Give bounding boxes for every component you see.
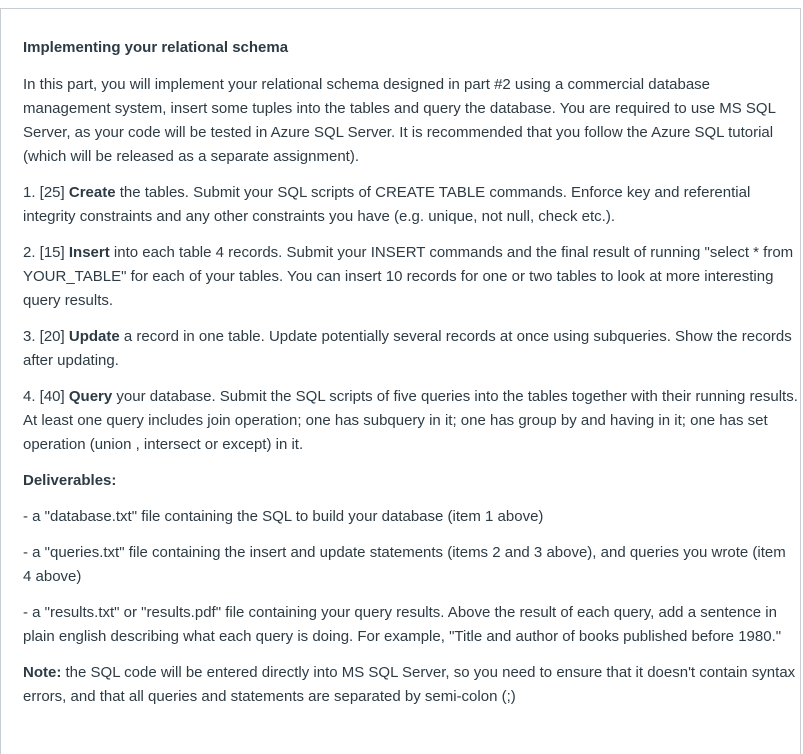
task-keyword: Create	[68, 184, 116, 201]
deliverable-results: - a "results.txt" or "results.pdf" file containing your query results. Above the result of each query, add a sentence in plain english describing what each query is doing. For example, "Title and author of books published before 1980."	[23, 604, 782, 645]
deliverable-database: - a "database.txt" file containing the SQL to build your database (item 1 above)	[23, 508, 544, 525]
task-item-update	[23, 325, 798, 373]
task-keyword: Insert	[68, 244, 110, 261]
task-prefix: 3. [20]	[23, 328, 69, 345]
note-label: Note:	[23, 664, 62, 681]
deliverable-queries: - a "queries.txt" file containing the insert and update statements (items 2 and 3 above), and queries you wrote (item 4 above)	[23, 544, 786, 585]
note-text: the SQL code will be entered directly into MS SQL Server, so you need to ensure that it doesn't contain syntax errors, and that all queries and statements are separated by semi-colon (;)	[23, 664, 796, 705]
task-text: the tables. Submit your SQL scripts of CREATE TABLE commands. Enforce key and referential integrity constraints and any other constraints you have (e.g. unique, not null, check etc.).	[23, 184, 751, 225]
assignment-panel	[0, 8, 801, 754]
task-item-insert	[23, 241, 798, 313]
deliverables-heading: Deliverables:	[23, 472, 117, 489]
note-paragraph	[23, 661, 798, 709]
task-prefix: 2. [15]	[23, 244, 69, 261]
task-item-query	[23, 385, 798, 457]
assignment-content	[23, 36, 798, 709]
task-text: your database. Submit the SQL scripts of five queries into the tables together with their running results. At least one query includes join operation; one has subquery in it; one has group by and having in it; one has set operation (union , intersect or except) in it.	[23, 388, 798, 453]
task-text: into each table 4 records. Submit your INSERT commands and the final result of running "select * from YOUR_TABLE" for each of your tables. You can insert 10 records for one or two tables to look at more interesting query results.	[23, 244, 794, 309]
intro-paragraph: In this part, you will implement your relational schema designed in part #2 using a commercial database management system, insert some tuples into the tables and query the database. You are required to use MS SQL Server, as your code will be tested in Azure SQL Server. It is recommended that you follow the Azure SQL tutorial (which will be released as a separate assignment).	[23, 76, 776, 165]
task-prefix: 1. [25]	[23, 184, 69, 201]
task-text: a record in one table. Update potentially several records at once using subqueries. Show the records after updating.	[23, 328, 792, 369]
section-title: Implementing your relational schema	[23, 39, 289, 56]
task-keyword: Query	[68, 388, 113, 405]
task-prefix: 4. [40]	[23, 388, 69, 405]
task-item-create	[23, 181, 798, 229]
task-keyword: Update	[68, 328, 120, 345]
